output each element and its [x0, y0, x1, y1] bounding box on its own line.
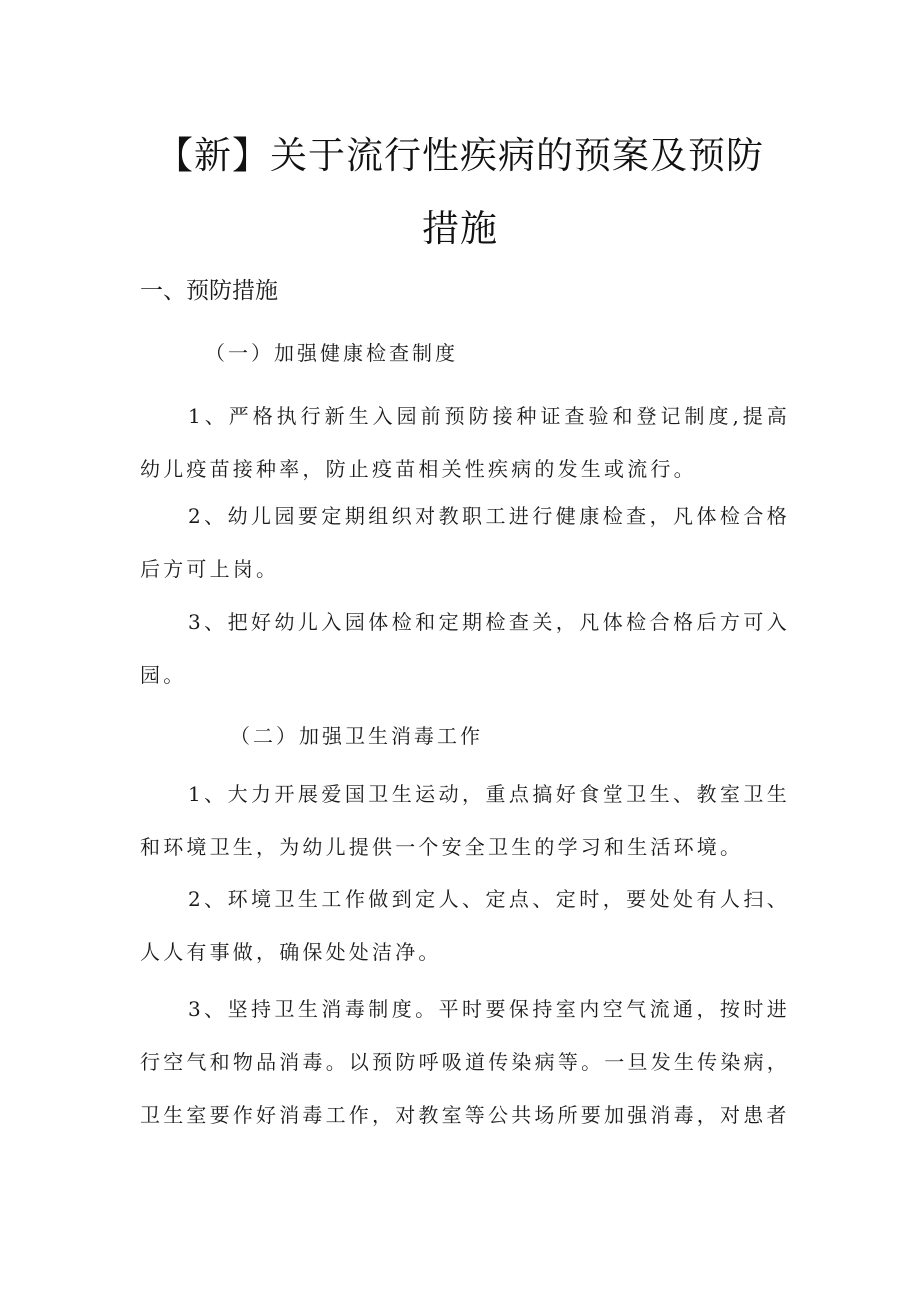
paragraph-item: 3、坚持卫生消毒制度。平时要保持室内空气流通，按时进行空气和物品消毒。以预防呼吸道传染病等。一旦发生传染病，卫生室要作好消毒工作，对教室等公共场所要加强消毒，对患者 [140, 997, 790, 1127]
document-title-line-1: 【新】关于流行性疾病的预案及预防 [156, 134, 764, 177]
document-title-line-2: 措施 [422, 207, 498, 250]
paragraph-item: 2、幼儿园要定期组织对教职工进行健康检查，凡体检合格后方可上岗。 [140, 504, 790, 581]
section-heading-prevention: 一、预防措施 [140, 278, 278, 304]
subsection-heading-health-check: （一）加强健康检查制度 [205, 341, 458, 365]
paragraph-item: 1、大力开展爱国卫生运动，重点搞好食堂卫生、教室卫生和环境卫生，为幼儿提供一个安全卫生的学习和生活环境。 [140, 782, 790, 859]
paragraph-item: 1、严格执行新生入园前预防接种证查验和登记制度,提高幼儿疫苗接种率，防止疫苗相关性疾病的发生或流行。 [140, 404, 790, 481]
subsection-heading-sanitation: （二）加强卫生消毒工作 [230, 724, 483, 748]
paragraph-item: 3、把好幼儿入园体检和定期检查关，凡体检合格后方可入园。 [140, 610, 790, 687]
paragraph-item: 2、环境卫生工作做到定人、定点、定时，要处处有人扫、人人有事做，确保处处洁净。 [140, 887, 790, 964]
